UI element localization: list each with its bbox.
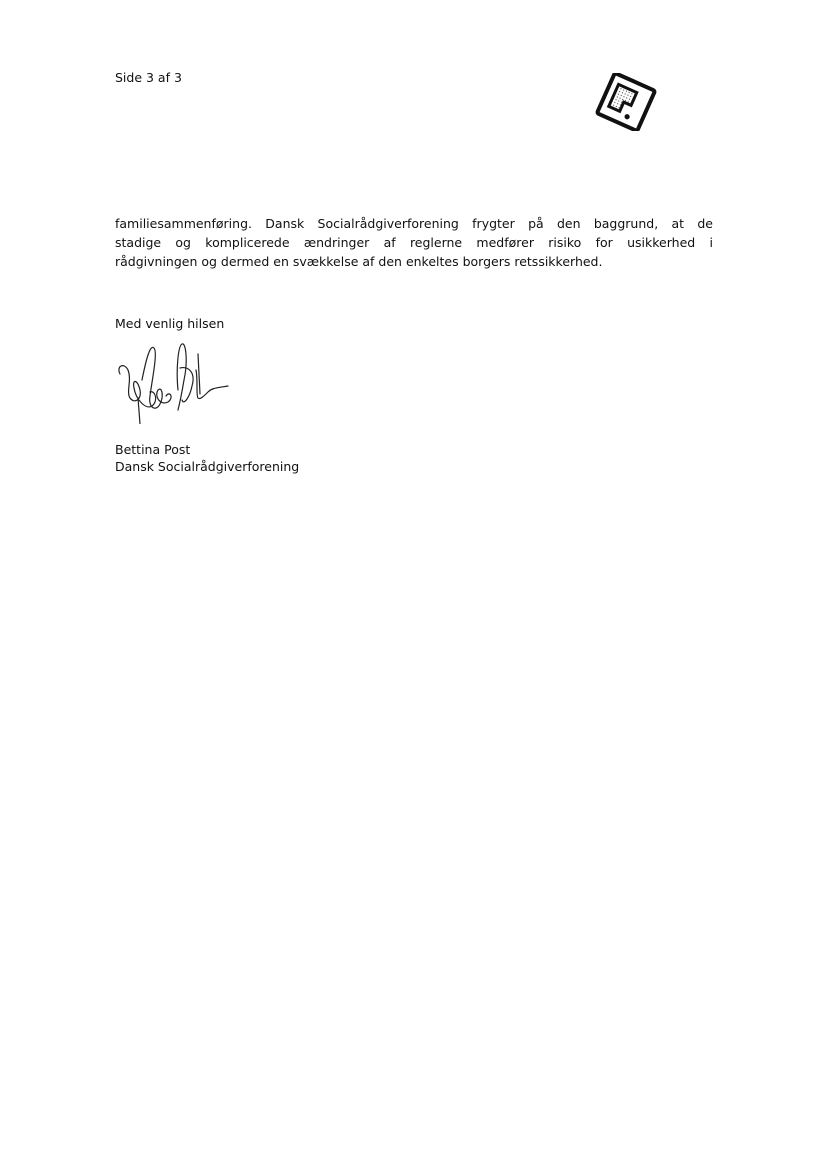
body-paragraph (115, 214, 713, 271)
closing-salutation: Med venlig hilsen (115, 316, 225, 331)
body-line: stadige og komplicerede ændringer af reglerne medfører risiko for usikkerhed i (115, 235, 713, 250)
handwritten-signature-icon (112, 340, 237, 424)
signer-organization: Dansk Socialrådgiverforening (115, 459, 300, 474)
body-line: familiesammenføring. Dansk Socialrådgiverforening frygter på den baggrund, at de (115, 216, 713, 231)
organization-logo-icon (594, 73, 658, 131)
body-line: rådgivningen og dermed en svækkelse af den enkeltes borgers retssikkerhed. (115, 254, 603, 269)
signer-name: Bettina Post (115, 442, 191, 457)
page-number: Side 3 af 3 (115, 70, 182, 85)
signer-block (115, 441, 299, 475)
